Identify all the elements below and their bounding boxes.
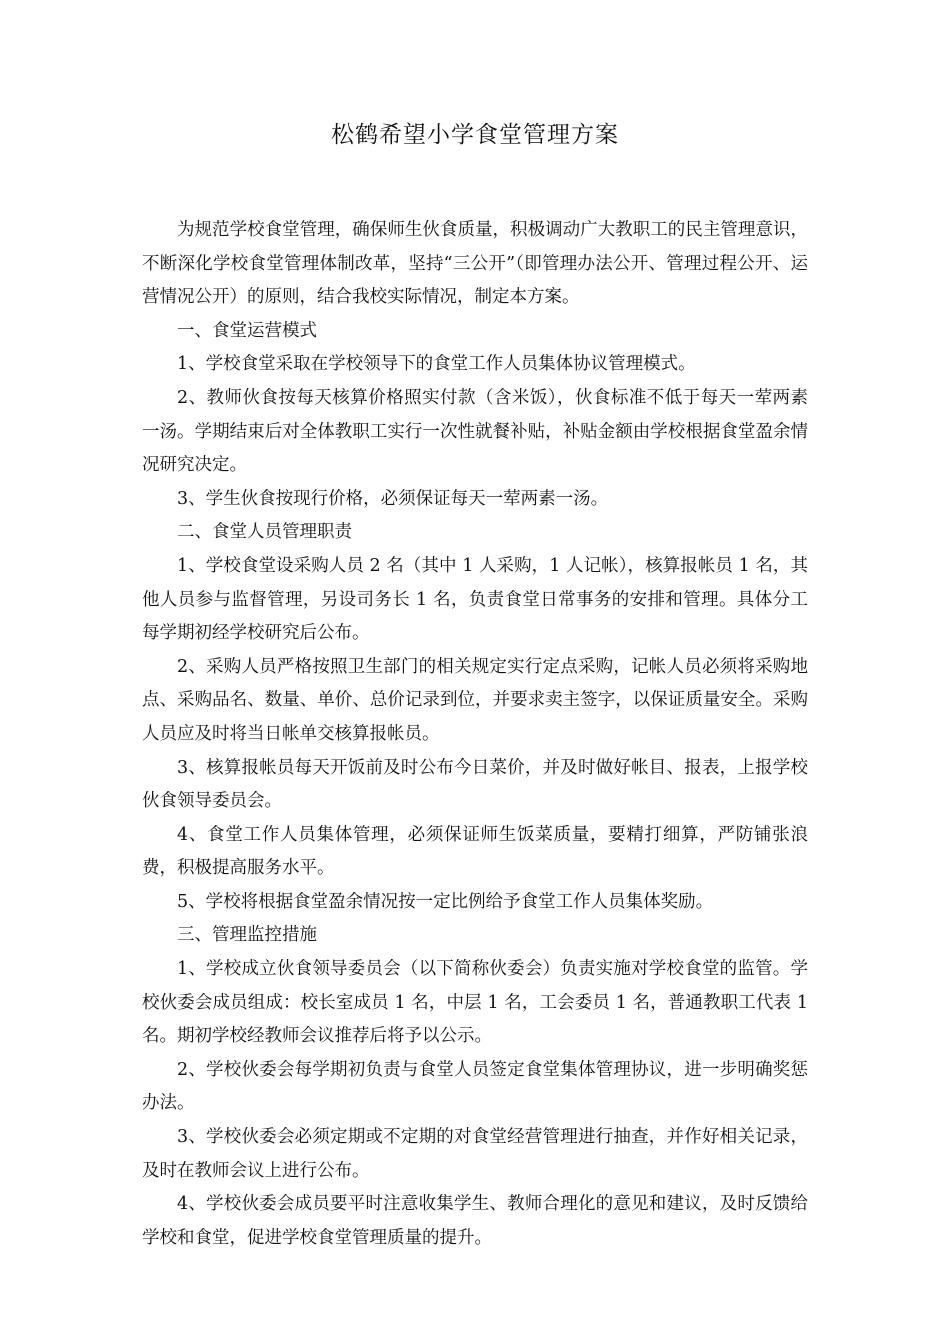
paragraph: 2、采购人员严格按照卫生部门的相关规定实行定点采购，记帐人员必须将采购地点、采购品名、数量、单价、总价记录到位，并要求卖主签字，以保证质量安全。采购人员应及时将当日帐单交核算报帐员。 — [142, 656, 808, 744]
paragraph-intro: 为规范学校食堂管理，确保师生伙食质量，积极调动广大教职工的民主管理意识，不断深化学校食堂管理体制改革，坚持“三公开”（即管理办法公开、管理过程公开、运营情况公开）的原则，结合我校实际情况，制定本方案。 — [142, 220, 808, 308]
paragraph: 1、学校食堂设采购人员 2 名（其中 1 人采购，1 人记帐），核算报帐员 1 名，其他人员参与监督管理，另设司务长 1 名，负责食堂日常事务的安排和管理。具体分工每学期初经学校研究后公布。 — [142, 555, 808, 644]
paragraph: 4、学校伙委会成员要平时注意收集学生、教师合理化的意见和建议，及时反馈给学校和食堂，促进学校食堂管理质量的提升。 — [142, 1194, 808, 1248]
document-body — [142, 214, 808, 1255]
paragraph: 1、学校食堂采取在学校领导下的食堂工作人员集体协议管理模式。 — [177, 354, 696, 375]
paragraph: 4、食堂工作人员集体管理，必须保证师生饭菜质量，要精打细算，严防铺张浪费，积极提高服务水平。 — [142, 824, 808, 879]
paragraph: 2、教师伙食按每天核算价格照实付款（含米饭），伙食标准不低于每天一荤两素一汤。学期结束后对全体教职工实行一次性就餐补贴，补贴金额由学校根据食堂盈余情况研究决定。 — [142, 387, 808, 476]
paragraph: 3、学生伙食按现行价格，必须保证每天一荤两素一汤。 — [177, 488, 609, 509]
paragraph: 2、学校伙委会每学期初负责与食堂人员签定食堂集体管理协议，进一步明确奖惩办法。 — [142, 1059, 808, 1114]
document-title: 松鹤希望小学食堂管理方案 — [331, 122, 619, 148]
section-heading-supervision: 三、管理监控措施 — [177, 925, 317, 946]
section-heading-staff-duties: 二、食堂人员管理职责 — [177, 522, 352, 543]
paragraph: 3、学校伙委会必须定期或不定期的对食堂经营管理进行抽查，并作好相关记录，及时在教师会议上进行公布。 — [142, 1127, 808, 1181]
section-heading-operation-mode: 一、食堂运营模式 — [177, 320, 317, 341]
paragraph: 3、核算报帐员每天开饭前及时公布今日菜价，并及时做好帐目、报表，上报学校伙食领导委员会。 — [142, 757, 808, 812]
paragraph: 5、学校将根据食堂盈余情况按一定比例给予食堂工作人员集体奖励。 — [177, 891, 714, 912]
paragraph: 1、学校成立伙食领导委员会（以下简称伙委会）负责实施对学校食堂的监管。学校伙委会成员组成：校长室成员 1 名，中层 1 名，工会委员 1 名，普通教职工代表 1 名。期初学校经教师会议推荐后将予以公示。 — [142, 959, 808, 1047]
